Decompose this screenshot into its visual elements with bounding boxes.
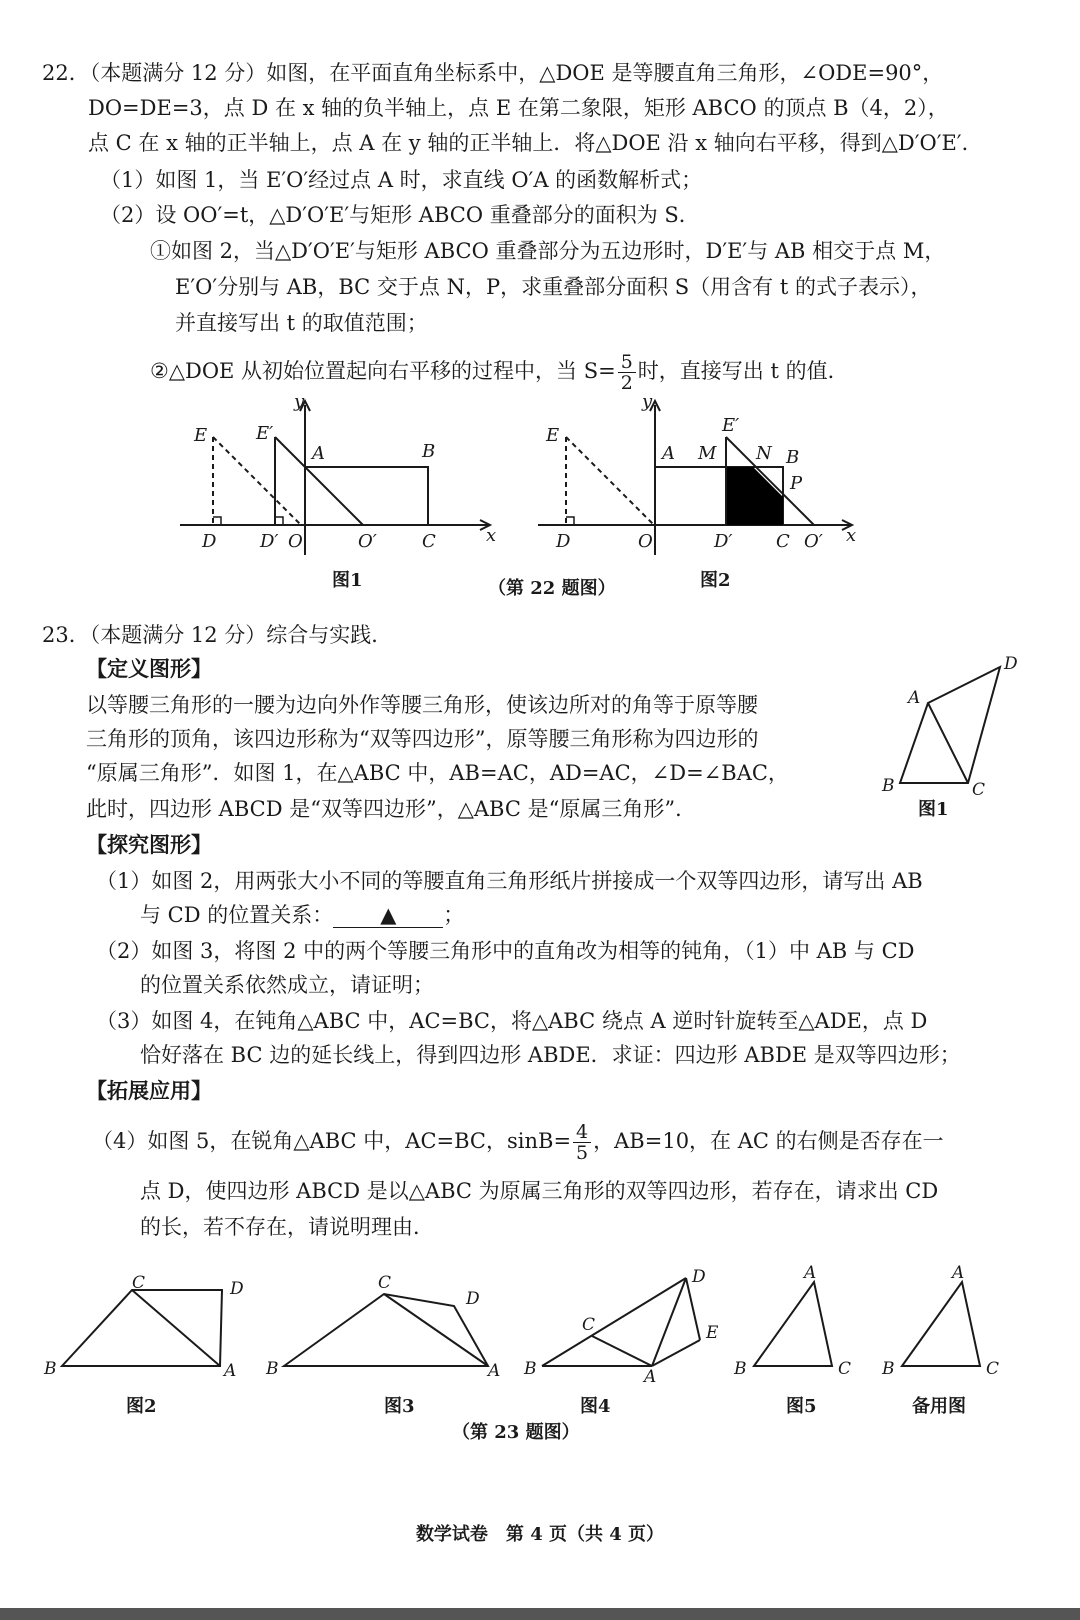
label-c: C [776, 531, 790, 552]
q23-extend-line-1 [92, 1122, 944, 1163]
q23-caption-fig2: 图2 [126, 1396, 157, 1417]
label-a: A [224, 1361, 237, 1380]
q23-explore-1-line-2 [140, 900, 464, 930]
label-b: B [882, 776, 895, 796]
diagonal-ca [132, 1290, 220, 1366]
label-a: A [908, 688, 921, 708]
label-a: A [644, 1367, 657, 1382]
label-e: E [194, 425, 208, 446]
q23-caption-spare: 备用图 [912, 1396, 966, 1417]
q23-define-line-2: 三角形的顶角，该四边形称为“双等四边形”，原等腰三角形称为四边形的 [86, 727, 759, 751]
line-ea [652, 1340, 700, 1366]
line-de [686, 1278, 700, 1340]
q23-section-define: 【定义图形】 [86, 656, 212, 681]
q23-fraction-den: 5 [576, 1142, 589, 1164]
q23-figure-spare [876, 1262, 1016, 1382]
diagonal-ac [928, 703, 968, 783]
label-c: C [132, 1273, 146, 1293]
q23-section-explore: 【探究图形】 [86, 832, 212, 857]
q22-fig1-caption: 图1 [332, 570, 363, 591]
label-a: A [952, 1263, 965, 1283]
q23-caption-fig4: 图4 [580, 1396, 611, 1417]
label-a: A [488, 1361, 501, 1380]
q23-extend-pre: （4）如图 5，在锐角△ABC 中，AC=BC，sinB= [92, 1129, 572, 1153]
rectangle-abco [305, 467, 428, 525]
label-y: y [642, 395, 653, 412]
label-d: D [556, 531, 571, 552]
label-m: M [698, 443, 717, 464]
right-angle-mark-d [566, 517, 574, 525]
q23-explore-3-line-1: （3）如图 4，在钝角△ABC 中，AC=BC，将△ABC 绕点 A 逆时针旋转至△ADE，点 D [96, 1009, 928, 1033]
q22-line-1: 22．（本题满分 12 分）如图，在平面直角坐标系中，△DOE 是等腰直角三角形，∠ODE=90°， [42, 61, 944, 85]
q23-caption-fig3: 图3 [384, 1396, 415, 1417]
triangle-abc [902, 1282, 980, 1366]
label-o-prime: O′ [358, 531, 377, 552]
label-d: D [1004, 655, 1018, 674]
label-c: C [986, 1359, 1000, 1379]
label-e: E [546, 425, 560, 446]
label-b: B [786, 447, 800, 468]
q23-figure-title: （第 23 题图） [452, 1422, 580, 1443]
quadrilateral-abcd [900, 667, 1000, 783]
q23-caption-fig5: 图5 [786, 1396, 817, 1417]
label-b: B [266, 1359, 279, 1379]
q23-figure-5 [728, 1262, 868, 1382]
q22-part-2b [150, 352, 849, 393]
label-y: y [294, 395, 305, 412]
q22-part-2a-line-3: 并直接写出 t 的取值范围； [175, 311, 428, 335]
label-d: D [202, 531, 217, 552]
q23-fig1-caption: 图1 [918, 799, 949, 820]
q22-line-2: DO=DE=3，点 D 在 x 轴的负半轴上，点 E 在第二象限，矩形 ABCO 的顶点 B（4，2）， [88, 96, 949, 120]
answer-blank: ▲ [333, 903, 443, 928]
q23-extend-line-3: 的长，若不存在，请说明理由． [140, 1215, 434, 1239]
label-p: P [790, 473, 803, 494]
page-footer: 数学试卷 第 4 页（共 4 页） [415, 1524, 665, 1545]
overlap-shaded-region [726, 467, 783, 525]
q23-define-line-1: 以等腰三角形的一腰为边向外作等腰三角形，使该边所对的角等于原等腰 [86, 693, 758, 717]
label-c: C [972, 780, 986, 800]
label-a: A [662, 443, 675, 464]
q22-figure-title: （第 22 题图） [488, 578, 616, 599]
label-d: D [692, 1267, 706, 1287]
line-da [652, 1278, 686, 1366]
label-n: N [756, 443, 772, 464]
label-b: B [44, 1359, 57, 1379]
label-e-prime: E′ [256, 423, 274, 444]
q22-fraction-den: 2 [620, 372, 633, 394]
q22-fig2-caption: 图2 [700, 570, 731, 591]
q22-part-1: （1）如图 1，当 E′O′经过点 A 时，求直线 O′A 的函数解析式； [100, 168, 703, 192]
q22-part-2: （2）设 OO′=t，△D′O′E′与矩形 ABCO 重叠部分的面积为 S． [100, 203, 700, 227]
q23-explore-1-line-1: （1）如图 2，用两张大小不同的等腰直角三角形纸片拼接成一个双等四边形，请写出 AB [96, 869, 923, 893]
label-c: C [838, 1359, 852, 1379]
label-b: B [524, 1359, 537, 1379]
line-bd [542, 1278, 686, 1366]
q23-define-line-3: “原属三角形”．如图 1，在△ABC 中，AB=AC，AD=AC，∠D=∠BAC， [86, 761, 789, 785]
q23-explore-1-post: ； [443, 903, 465, 927]
q23-explore-1-pre: 与 CD 的位置关系： [140, 903, 334, 927]
q23-define-line-4: 此时，四边形 ABCD 是“双等四边形”，△ABC 是“原属三角形”． [86, 797, 697, 821]
label-c: C [422, 531, 436, 552]
q22-part-2a-line-1: ①如图 2，当△D′O′E′与矩形 ABCO 重叠部分为五边形时，D′E′与 AB 相交于点 M， [150, 239, 946, 263]
q23-extend-line-2: 点 D，使四边形 ABCD 是以△ABC 为原属三角形的双等四边形，若存在，请求出 CD [140, 1179, 939, 1203]
label-o: O [288, 531, 303, 552]
q23-title: 23．（本题满分 12 分）综合与实践． [42, 623, 393, 647]
label-c: C [582, 1315, 596, 1335]
triangle-abc [754, 1282, 832, 1366]
quadrilateral-bcda [62, 1290, 222, 1366]
label-b: B [882, 1359, 895, 1379]
label-x: x [846, 525, 857, 546]
q23-figure-3 [262, 1270, 512, 1380]
label-b: B [734, 1359, 747, 1379]
label-d-prime: D′ [714, 531, 733, 552]
label-d: D [230, 1279, 244, 1299]
q23-section-extend: 【拓展应用】 [86, 1078, 212, 1103]
q22-part-2a-line-2: E′O′分别与 AB，BC 交于点 N，P，求重叠部分面积 S（用含有 t 的式子表示）， [175, 275, 932, 299]
label-a: A [312, 443, 325, 464]
line-ca [592, 1336, 652, 1366]
label-o-prime: O′ [804, 531, 823, 552]
q22-line-3: 点 C 在 x 轴的正半轴上，点 A 在 y 轴的正半轴上．将△DOE 沿 x 轴向右平移，得到△D′O′E′． [88, 131, 983, 155]
label-d: D [466, 1289, 480, 1309]
q22-figure-1 [170, 395, 510, 565]
q23-figure-1 [880, 655, 1030, 805]
label-d-prime: D′ [260, 531, 279, 552]
label-x: x [486, 525, 497, 546]
q23-explore-2-line-2: 的位置关系依然成立，请证明； [140, 973, 434, 997]
label-o: O [638, 531, 653, 552]
right-angle-mark-d [213, 517, 221, 525]
label-e-prime: E′ [722, 415, 740, 436]
q23-figure-2 [40, 1270, 260, 1380]
quadrilateral-bcda [284, 1294, 488, 1366]
q22-fraction-num: 5 [618, 352, 636, 373]
q22-fraction [618, 352, 636, 393]
q23-fraction-num: 4 [573, 1122, 591, 1143]
q23-explore-2-line-1: （2）如图 3，将图 2 中的两个等腰三角形中的直角改为相等的钝角，（1）中 AB 与 CD [96, 939, 915, 963]
label-e: E [706, 1323, 719, 1343]
right-angle-mark-d1 [275, 517, 283, 525]
label-b: B [422, 441, 436, 462]
eo-dashed-line [566, 437, 654, 525]
label-a: A [804, 1263, 817, 1283]
q22-part-2b-pre: ②△DOE 从初始位置起向右平移的过程中，当 S= [150, 359, 616, 383]
bottom-edge-bar [0, 1608, 1080, 1620]
q22-part-2b-post: 时，直接写出 t 的值． [637, 359, 849, 383]
q23-fraction [573, 1122, 591, 1163]
q23-explore-3-line-2: 恰好落在 BC 边的延长线上，得到四边形 ABDE．求证：四边形 ABDE 是双等四边形； [140, 1043, 961, 1067]
label-c: C [378, 1273, 392, 1293]
q23-figure-4 [520, 1262, 720, 1382]
q23-extend-post: ，AB=10，在 AC 的右侧是否存在一 [593, 1129, 944, 1153]
q22-figure-2 [530, 395, 880, 565]
